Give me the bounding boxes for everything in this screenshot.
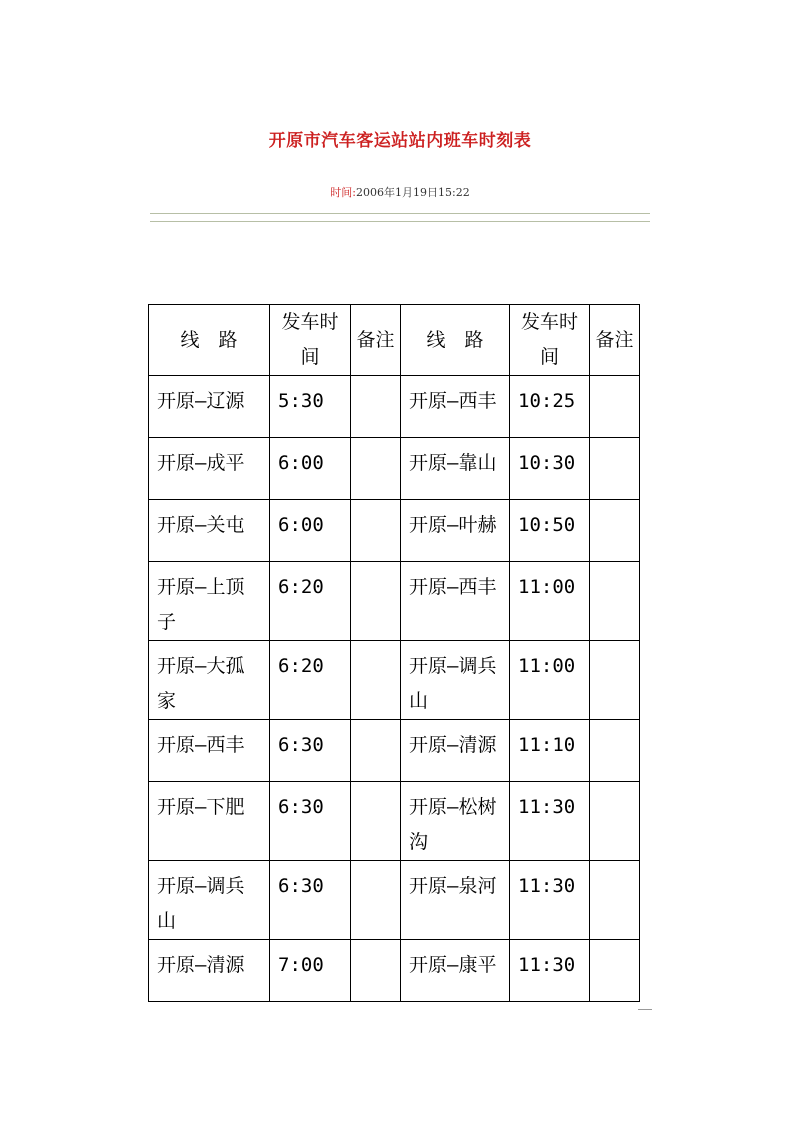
header-departure-left: 发车时间 [270, 305, 351, 376]
table-row [149, 376, 640, 438]
cell-departure-left: 6:00 [270, 438, 351, 500]
divider-bottom [150, 221, 650, 222]
cell-departure-left: 6:20 [270, 562, 351, 641]
cell-remark-right [590, 861, 640, 940]
cell-remark-left [351, 562, 401, 641]
cell-remark-right [590, 500, 640, 562]
header-remark-right: 备注 [590, 305, 640, 376]
cell-departure-left: 5:30 [270, 376, 351, 438]
cell-remark-left [351, 500, 401, 562]
cell-departure-left: 6:00 [270, 500, 351, 562]
table-row [149, 562, 640, 641]
cell-route-left: 开原—西丰 [149, 720, 270, 782]
cell-departure-right: 11:10 [510, 720, 590, 782]
cell-route-right: 开原—靠山 [401, 438, 510, 500]
header-remark-left: 备注 [351, 305, 401, 376]
table-row [149, 861, 640, 940]
table-row [149, 500, 640, 562]
schedule-table [148, 304, 640, 1002]
timestamp-line [0, 184, 800, 200]
cell-route-right: 开原—泉河 [401, 861, 510, 940]
table-row [149, 720, 640, 782]
table-row [149, 641, 640, 720]
cell-remark-left [351, 782, 401, 861]
cell-route-right: 开原—西丰 [401, 562, 510, 641]
cell-remark-right [590, 940, 640, 1002]
table-header-row [149, 305, 640, 376]
cell-remark-left [351, 641, 401, 720]
cell-route-left: 开原—大孤家 [149, 641, 270, 720]
cell-route-right: 开原—叶赫 [401, 500, 510, 562]
cell-departure-right: 10:25 [510, 376, 590, 438]
cell-route-right: 开原—清源 [401, 720, 510, 782]
cell-route-left: 开原—上顶子 [149, 562, 270, 641]
time-label: 时间: [330, 186, 356, 199]
cell-route-left: 开原—关屯 [149, 500, 270, 562]
table-row [149, 940, 640, 1002]
cell-remark-right [590, 562, 640, 641]
cell-route-right: 开原—西丰 [401, 376, 510, 438]
cell-remark-right [590, 720, 640, 782]
cell-remark-left [351, 376, 401, 438]
cell-remark-left [351, 861, 401, 940]
cell-remark-right [590, 782, 640, 861]
cell-remark-left [351, 438, 401, 500]
cell-departure-left: 6:30 [270, 720, 351, 782]
cell-departure-right: 11:30 [510, 940, 590, 1002]
divider-top [150, 213, 650, 214]
cell-departure-right: 11:00 [510, 562, 590, 641]
header-route-right: 线 路 [401, 305, 510, 376]
cell-remark-left [351, 940, 401, 1002]
cell-departure-right: 11:00 [510, 641, 590, 720]
table-row [149, 782, 640, 861]
cell-departure-left: 6:20 [270, 641, 351, 720]
cell-remark-right [590, 376, 640, 438]
cell-remark-right [590, 438, 640, 500]
cell-departure-left: 6:30 [270, 861, 351, 940]
cell-departure-right: 10:50 [510, 500, 590, 562]
cell-route-left: 开原—成平 [149, 438, 270, 500]
header-route-left: 线 路 [149, 305, 270, 376]
cell-route-right: 开原—调兵山 [401, 641, 510, 720]
cell-departure-right: 10:30 [510, 438, 590, 500]
table-row [149, 438, 640, 500]
cell-departure-right: 11:30 [510, 782, 590, 861]
cell-route-left: 开原—辽源 [149, 376, 270, 438]
cell-departure-left: 6:30 [270, 782, 351, 861]
header-departure-right: 发车时间 [510, 305, 590, 376]
cell-route-left: 开原—下肥 [149, 782, 270, 861]
cell-route-right: 开原—松树沟 [401, 782, 510, 861]
cell-route-left: 开原—清源 [149, 940, 270, 1002]
cell-remark-left [351, 720, 401, 782]
cell-departure-left: 7:00 [270, 940, 351, 1002]
cell-route-left: 开原—调兵山 [149, 861, 270, 940]
cell-remark-right [590, 641, 640, 720]
time-value: 2006年1月19日15:22 [356, 186, 470, 199]
trailing-rule [638, 1009, 652, 1010]
cell-route-right: 开原—康平 [401, 940, 510, 1002]
cell-departure-right: 11:30 [510, 861, 590, 940]
page-title: 开原市汽车客运站站内班车时刻表 [268, 131, 532, 151]
